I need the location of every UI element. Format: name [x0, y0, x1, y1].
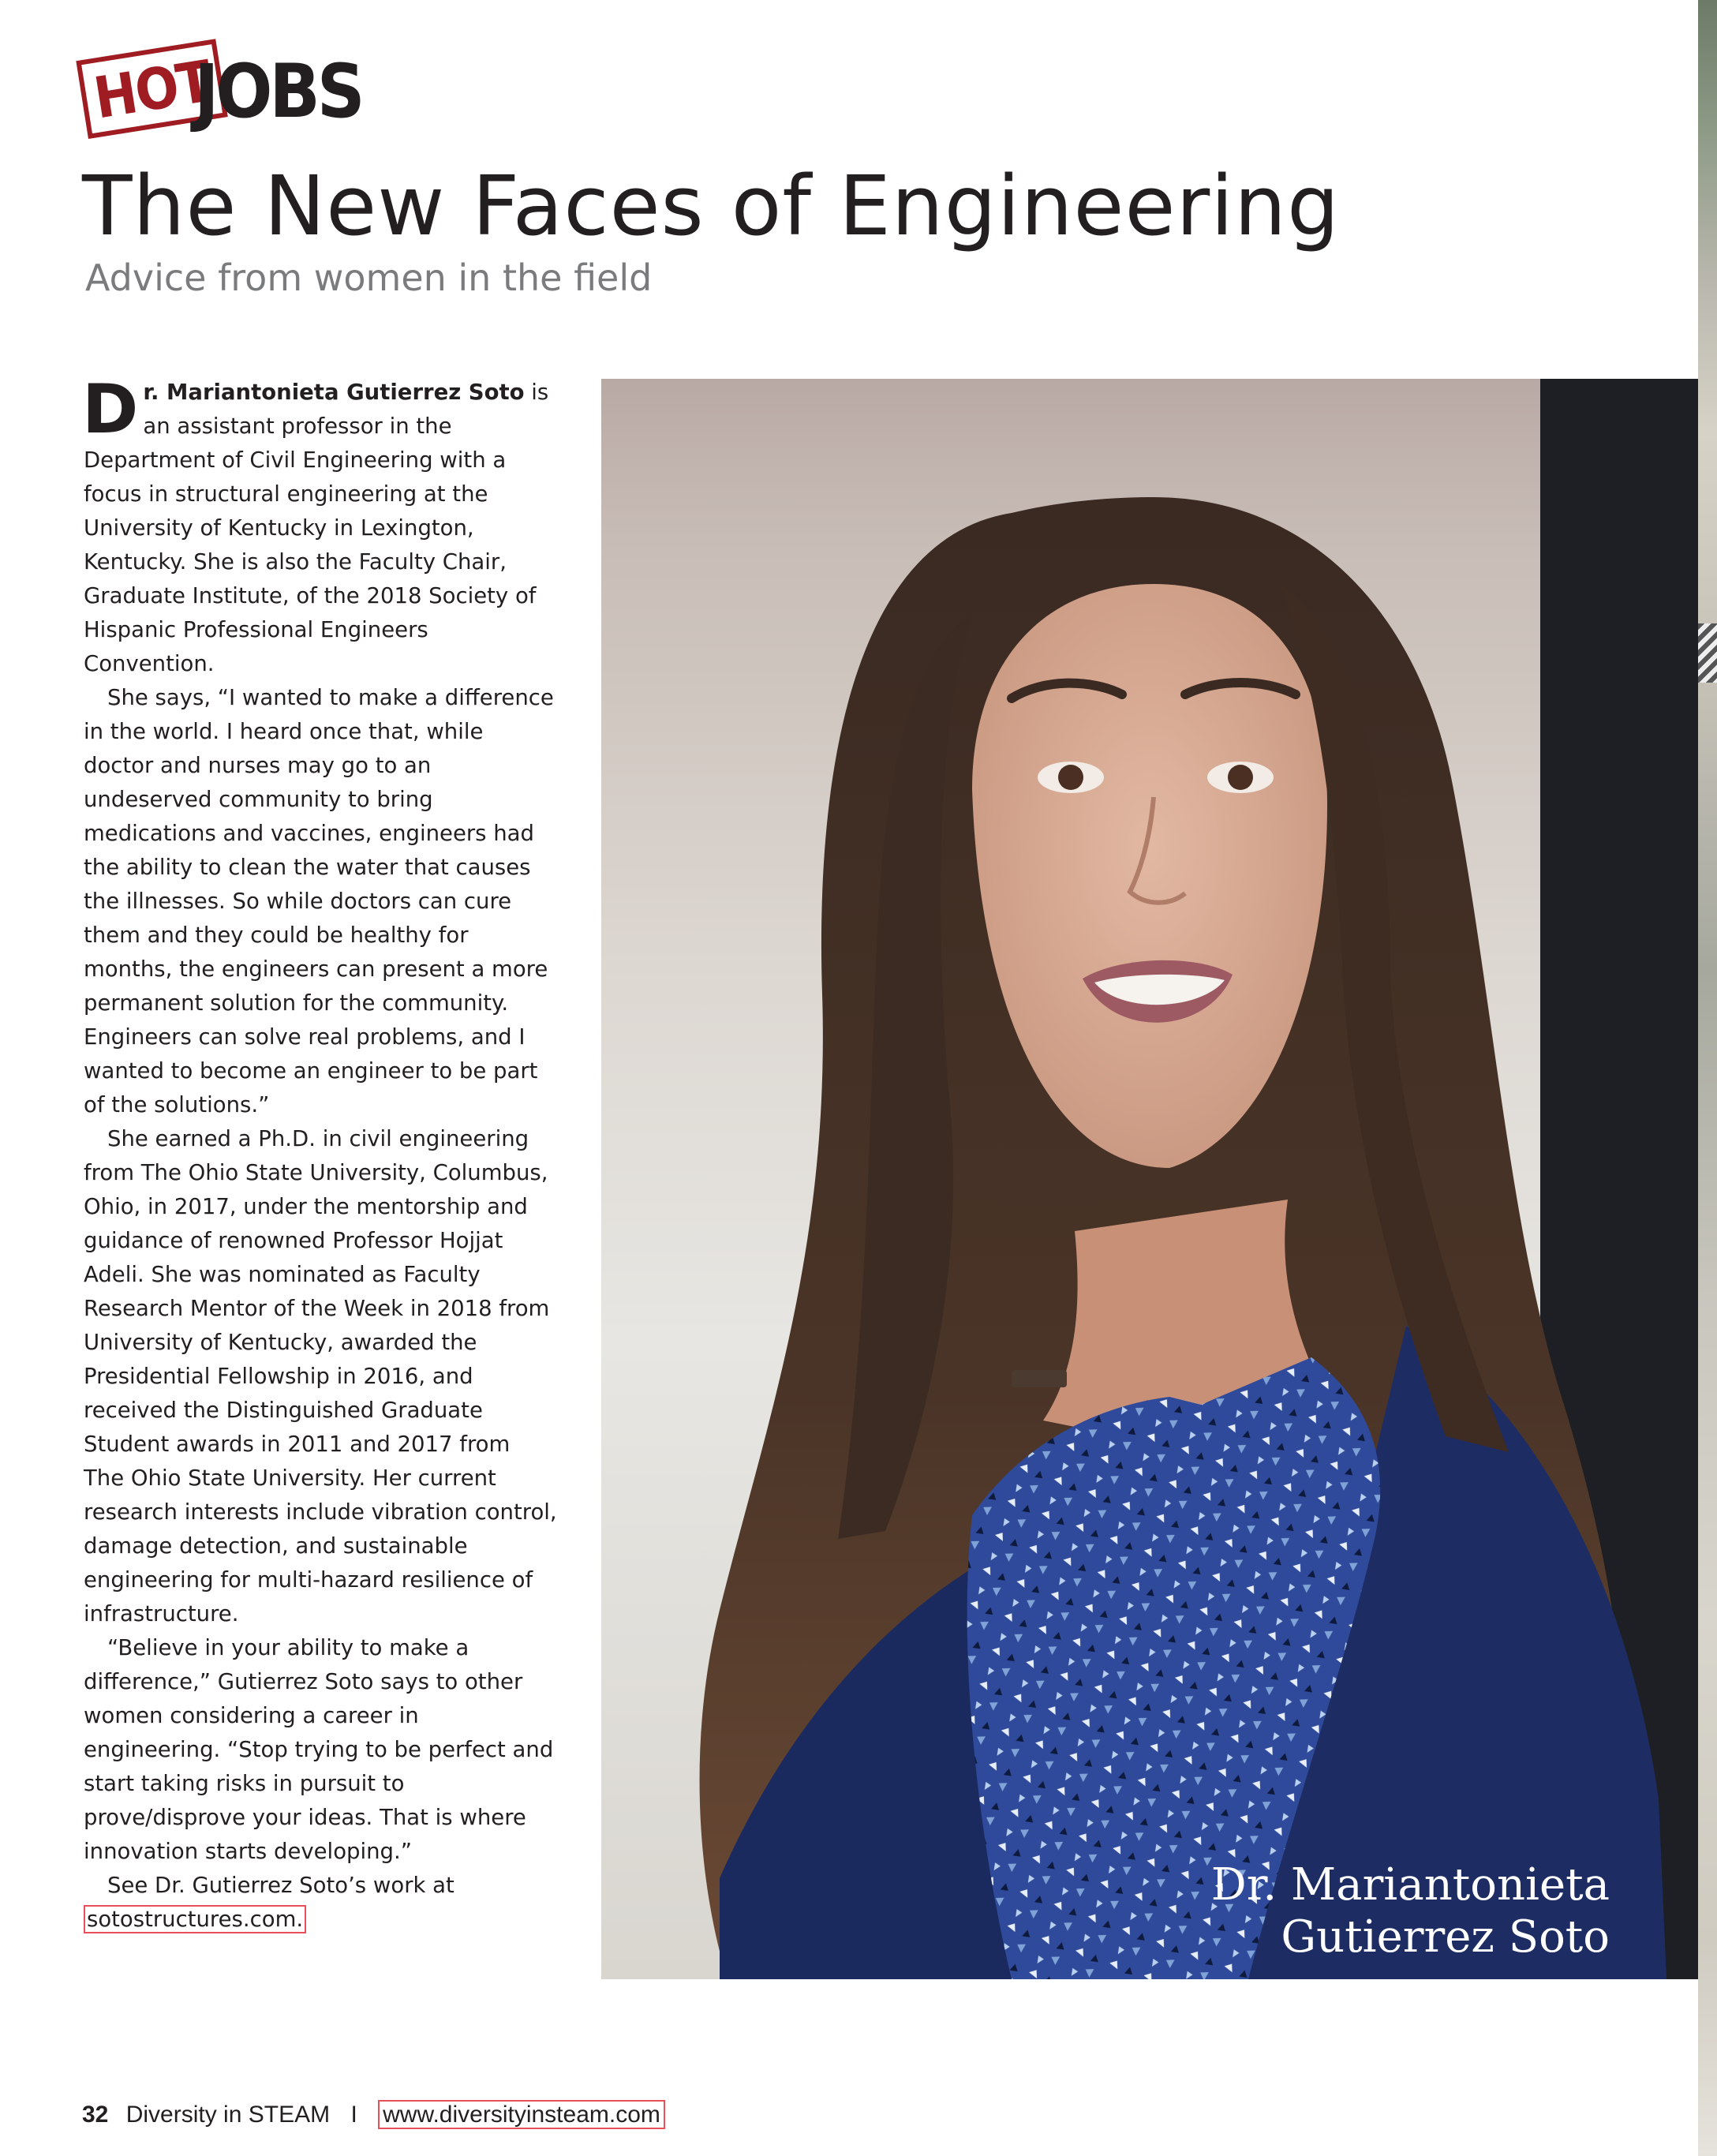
paragraph-see-work: [84, 1869, 557, 1937]
edge-stripes: [1698, 623, 1717, 683]
subtitle: Advice from women in the field: [85, 256, 653, 299]
next-page-edge: [1698, 0, 1717, 2156]
publication-name: Diversity in STEAM: [125, 2102, 331, 2128]
paragraph-quote: She says, “I wanted to make a difference in the world. I heard once that, while doctor and nurses may go to an undeserved community to bring medications and vaccines, engineers had the ability to clean the water that causes the illnesses. So while doctors can cure them and they could be healthy for months, the engineers can present a more permanent solution for the community. Engineers can solve real problems, and I wanted to become an engineer to be part of the solutions.”: [84, 685, 554, 1117]
paragraph-intro: [82, 370, 557, 681]
photo-caption: [1211, 1859, 1610, 1963]
hot-stamp-logo: HOT: [76, 39, 228, 139]
portrait-photo: [601, 379, 1698, 1979]
paragraph-advice: “Believe in your ability to make a difference,” Gutierrez Soto says to other women considering a career in engineering. “Stop trying to be perfect and start taking risks in pursuit to prove/disprove your ideas. That is where innovation starts developing.”: [84, 1635, 554, 1864]
page-footer: [82, 2099, 665, 2131]
drop-cap: D: [82, 370, 139, 449]
jobs-label: JOBS: [194, 49, 362, 135]
portrait-illustration: [601, 379, 1698, 1979]
subject-name: r. Mariantonieta Gutierrez Soto: [143, 380, 525, 405]
footer-separator: I: [350, 2102, 357, 2128]
article-body: [82, 370, 557, 1937]
paragraph-education: She earned a Ph.D. in civil engineering from The Ohio State University, Columbus, Ohio, in 2017, under the mentorship and guidance of renowned Professor Hojjat Adeli. She was nominated as Faculty Research Mentor of the Week in 2018 from University of Kentucky, awarded the Presidential Fellowship in 2016, and received the Distinguished Graduate Student awards in 2011 and 2017 from The Ohio State University. Her current research interests include vibration control, damage detection, and sustainable engineering for multi-hazard resilience of infrastructure.: [84, 1126, 557, 1626]
see-work-text: See Dr. Gutierrez Soto’s work at: [107, 1873, 454, 1898]
caption-line-1: Dr. Mariantonieta: [1210, 1859, 1610, 1911]
section-tag-hot-jobs: [84, 46, 368, 137]
right-iris: [1228, 765, 1253, 790]
page-title: The New Faces of Engineering: [82, 158, 1341, 254]
website-link[interactable]: sotostructures.com.: [84, 1905, 306, 1933]
caption-line-2: Gutierrez Soto: [1281, 1911, 1610, 1963]
footer-url-link[interactable]: www.diversityinsteam.com: [378, 2100, 665, 2129]
page-number: 32: [82, 2102, 109, 2128]
necklace-clasp: [1012, 1370, 1067, 1387]
left-iris: [1058, 765, 1083, 790]
intro-text: is an assistant professor in the Department of Civil Engineering with a focus in structural engineering at the University of Kentucky in Lexington, Kentucky. She is also the Faculty Chair, Graduate Institute, of the 2018 Society of Hispanic Professional Engineers Convention.: [84, 380, 549, 676]
